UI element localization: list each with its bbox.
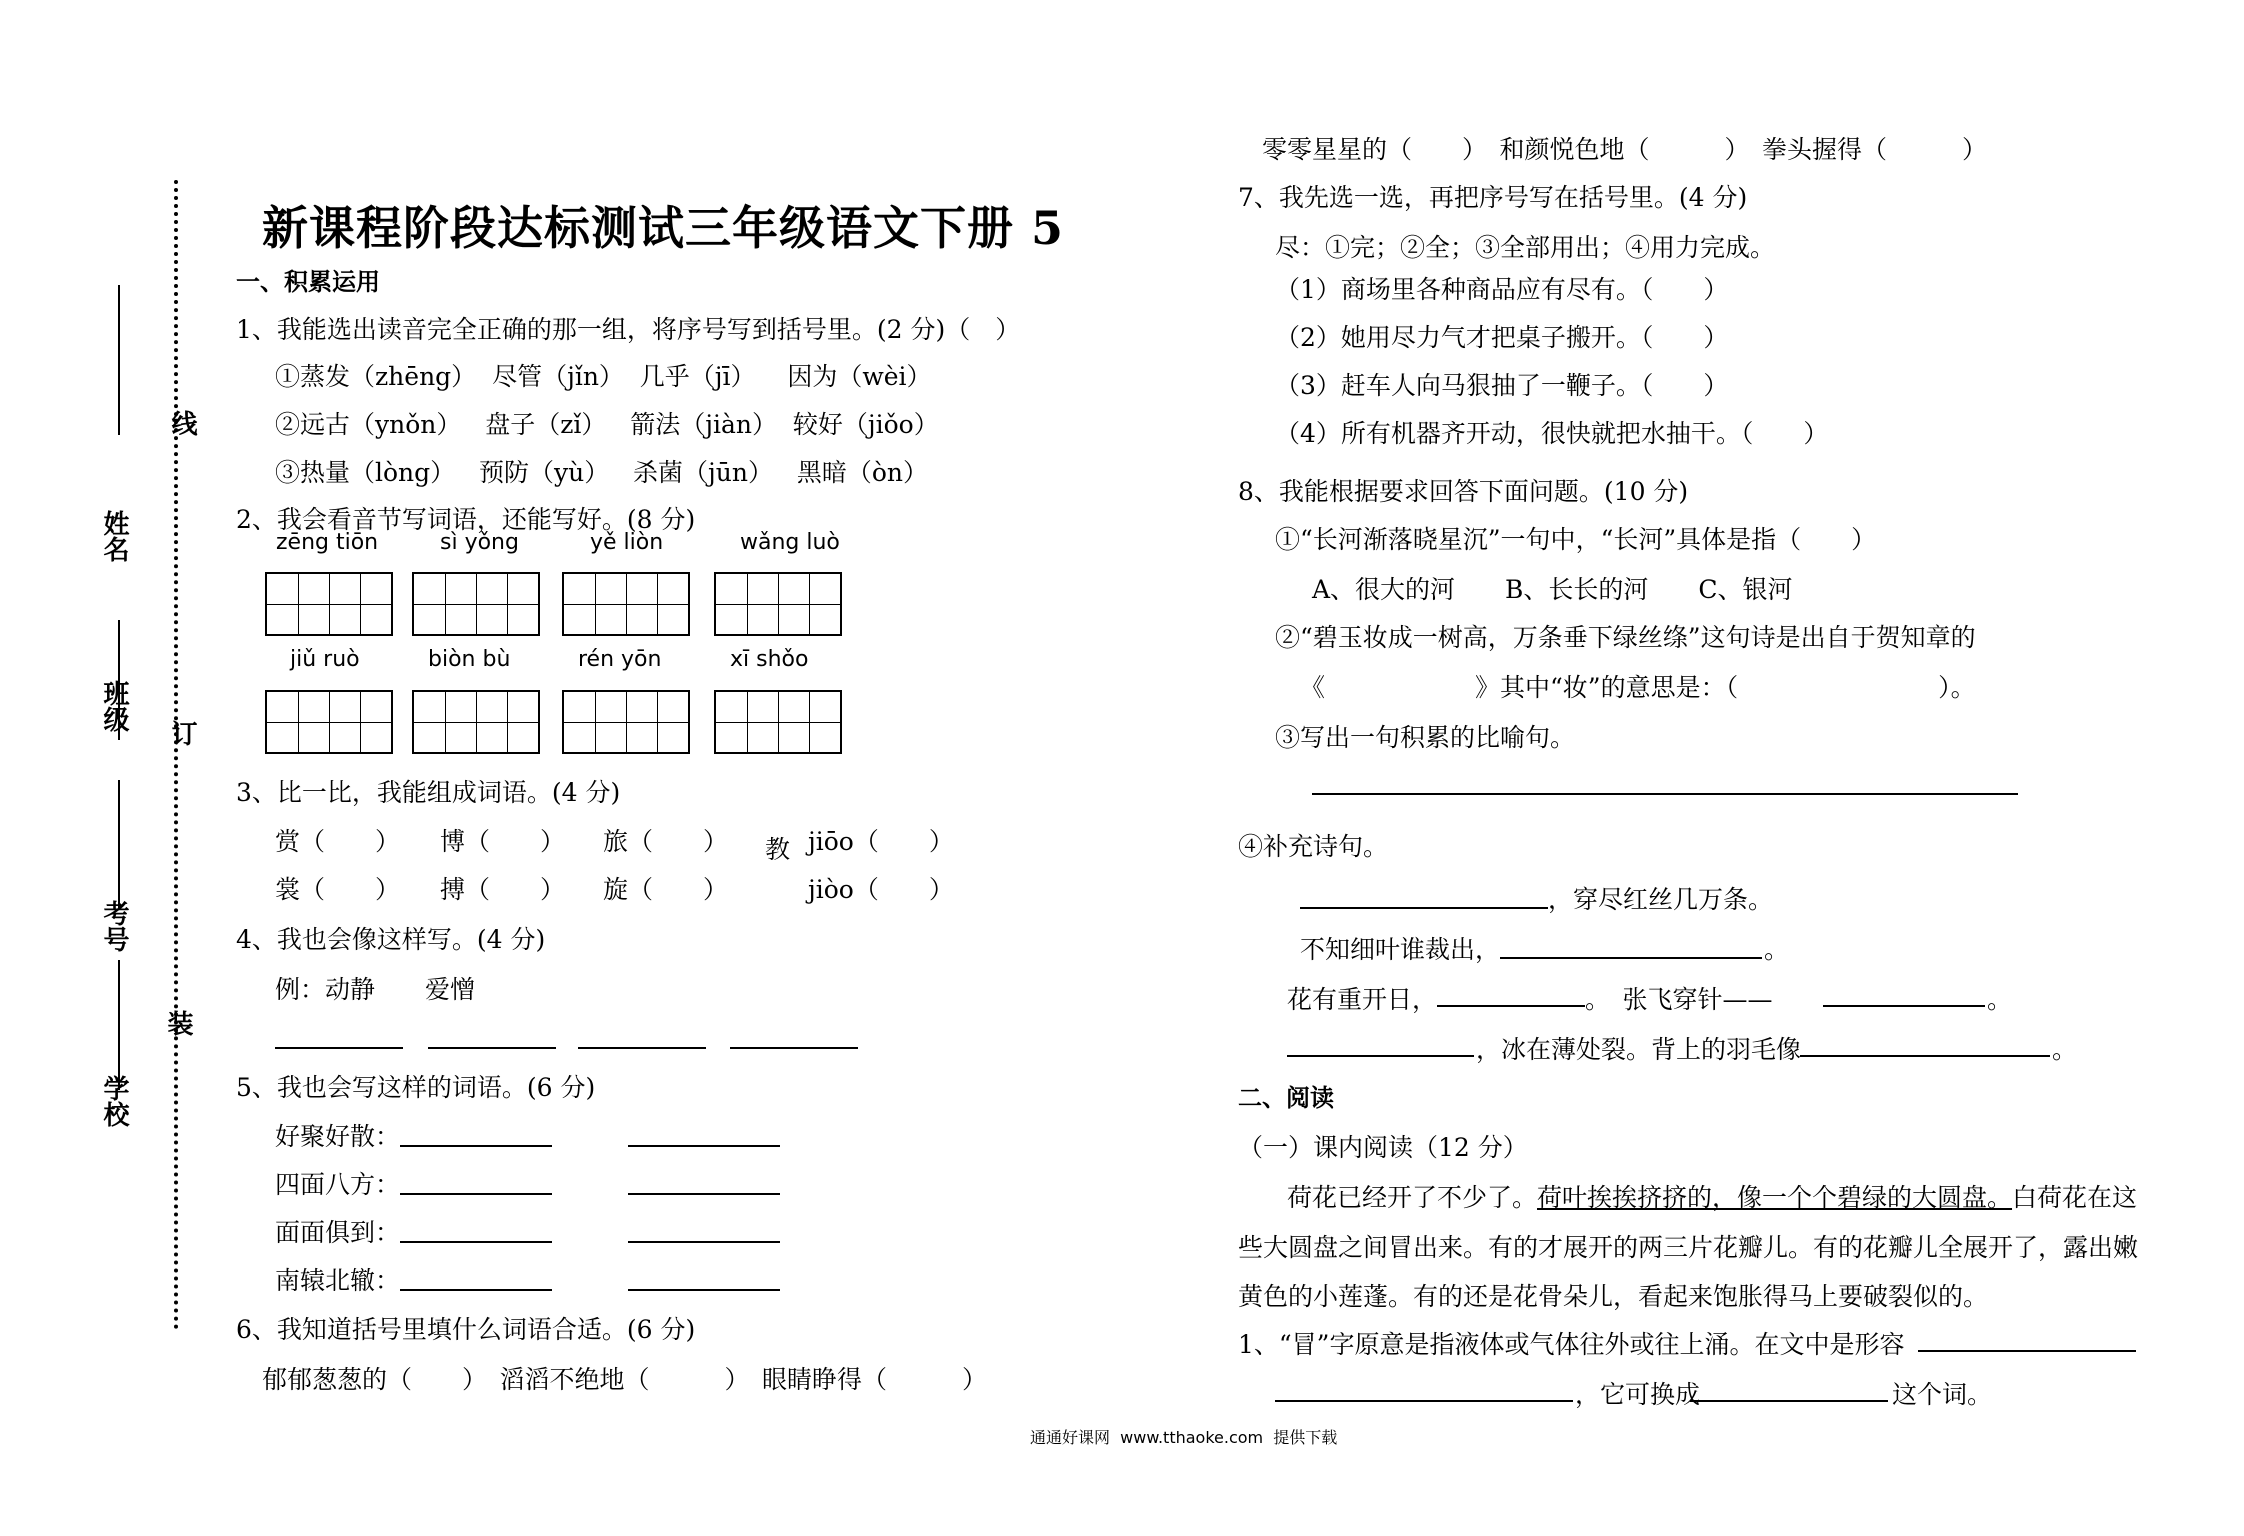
- q3-stem: 3、比一比，我能组成词语。(4 分): [236, 778, 621, 807]
- write-box[interactable]: [265, 572, 393, 636]
- q5-item: 四面八方：: [275, 1170, 401, 1199]
- q7-item: （1）商场里各种商品应有尽有。（ ）: [1275, 275, 1729, 304]
- q6-stem: 6、我知道括号里填什么词语合适。(6 分): [236, 1315, 696, 1344]
- q8-a4: ④补充诗句。: [1238, 832, 1389, 861]
- label-xingming: 姓名: [99, 510, 129, 562]
- pinyin-7: rén yōn: [578, 647, 662, 672]
- line-xingming: [118, 285, 120, 435]
- answer-line[interactable]: [1437, 1005, 1585, 1007]
- q1-stem: 1、我能选出读音完全正确的那一组，将序号写到括号里。(2 分)（ ）: [236, 315, 1021, 344]
- answer-line[interactable]: [400, 1193, 552, 1195]
- q5-stem: 5、我也会写这样的词语。(6 分): [236, 1073, 596, 1102]
- q3-item: 旅（ ）: [603, 827, 729, 856]
- poem-dot: 。: [1987, 985, 2013, 1014]
- q7-item: （2）她用尽力气才把桌子搬开。（ ）: [1275, 323, 1729, 352]
- q1-row1: ①蒸发（zhēng） 尽管（jǐn） 几乎（jī） 因为（wèi）: [275, 362, 932, 391]
- answer-line[interactable]: [628, 1289, 780, 1291]
- passage-line-2: 些大圆盘之间冒出来。有的才展开的两三片花瓣儿。有的花瓣儿全展开了，露出嫩: [1238, 1233, 2139, 1262]
- label-xian: 线: [167, 410, 197, 436]
- q3-item: 旋（ ）: [603, 875, 729, 904]
- pinyin-2: sì yǒng: [440, 530, 519, 555]
- q4-stem: 4、我也会像这样写。(4 分): [236, 925, 546, 954]
- answer-line[interactable]: [1312, 793, 2018, 795]
- answer-line[interactable]: [1500, 957, 1762, 959]
- answer-line[interactable]: [275, 1047, 403, 1049]
- q5-item: 南辕北辙：: [275, 1266, 401, 1295]
- answer-line[interactable]: [1300, 907, 1548, 909]
- answer-line[interactable]: [400, 1145, 552, 1147]
- pinyin-6: biòn bù: [428, 647, 511, 672]
- section-1-heading: 一、积累运用: [236, 268, 380, 296]
- answer-line[interactable]: [1823, 1005, 1985, 1007]
- answer-line[interactable]: [578, 1047, 706, 1049]
- q4-example: 例：动静 爱憎: [275, 975, 476, 1004]
- poem-line-3a: 花有重开日，: [1287, 985, 1438, 1014]
- passage-underlined: 荷叶挨挨挤挤的，像一个个碧绿的大圆盘。: [1537, 1183, 2013, 1212]
- write-box[interactable]: [412, 572, 540, 636]
- pinyin-5: jiǔ ruò: [290, 647, 360, 672]
- answer-line[interactable]: [1690, 1400, 1888, 1402]
- pinyin-3: yě liòn: [590, 530, 664, 555]
- label-kaohao: 考号: [99, 900, 129, 952]
- q6-row2: 零零星星的（ ） 和颜悦色地（ ） 拳头握得（ ）: [1262, 135, 1988, 164]
- line-banji: [118, 620, 120, 740]
- q3-item: 赏（ ）: [275, 827, 401, 856]
- answer-line[interactable]: [628, 1145, 780, 1147]
- write-box[interactable]: [265, 690, 393, 754]
- section-2-heading: 二、阅读: [1238, 1084, 1334, 1112]
- page-title: 新课程阶段达标测试三年级语文下册 5: [262, 201, 1065, 255]
- write-box[interactable]: [714, 572, 842, 636]
- q2-stem: 2、我会看音节写词语，还能写好。(8 分): [236, 505, 696, 534]
- q8-a2: ②“碧玉妆成一树高，万条垂下绿丝绦”这句诗是出自于贺知章的: [1275, 623, 1976, 652]
- label-banji: 班级: [99, 680, 129, 732]
- q3-item: jiòo（ ）: [808, 875, 954, 904]
- reading-q1c: 这个词。: [1892, 1380, 1993, 1409]
- passage-line-3: 黄色的小莲蓬。有的还是花骨朵儿，看起来饱胀得马上要破裂似的。: [1238, 1282, 1989, 1311]
- q8-a3: ③写出一句积累的比喻句。: [1275, 723, 1576, 752]
- reading-q1b: ，它可换成: [1575, 1380, 1701, 1409]
- write-box[interactable]: [562, 572, 690, 636]
- footer: 通通好课网 www.tthaoke.com 提供下载: [1030, 1428, 1338, 1447]
- q1-row3: ③热量（lòng） 预防（yù） 杀菌（jūn） 黑暗（òn）: [275, 458, 929, 487]
- answer-line[interactable]: [628, 1193, 780, 1195]
- reading-q1: 1、“冒”字原意是指液体或气体往外或往上涌。在文中是形容: [1238, 1330, 1905, 1359]
- write-box[interactable]: [562, 690, 690, 754]
- passage-text: 荷花已经开了不少了。: [1287, 1183, 1538, 1212]
- q7-item: （3）赶车人向马狠抽了一鞭子。（ ）: [1275, 371, 1729, 400]
- binding-dotted-line: [174, 180, 178, 1330]
- answer-line[interactable]: [628, 1241, 780, 1243]
- answer-line[interactable]: [1800, 1055, 2050, 1057]
- q5-item: 面面俱到：: [275, 1218, 401, 1247]
- label-xuexiao: 学校: [99, 1075, 129, 1127]
- q8-a1: ①“长河渐落晓星沉”一句中，“长河”具体是指（ ）: [1275, 525, 1877, 554]
- passage-line-1: [1287, 1178, 2137, 1214]
- answer-line[interactable]: [428, 1047, 556, 1049]
- q3-jiao-char: 教: [765, 835, 791, 864]
- answer-line[interactable]: [400, 1241, 552, 1243]
- q7-item: （4）所有机器齐开动，很快就把水抽干。（ ）: [1275, 419, 1829, 448]
- answer-line[interactable]: [1287, 1055, 1474, 1057]
- q3-item: 裳（ ）: [275, 875, 401, 904]
- q3-item: 博（ ）: [440, 827, 566, 856]
- write-box[interactable]: [412, 690, 540, 754]
- q8-stem: 8、我能根据要求回答下面问题。(10 分): [1238, 477, 1689, 506]
- pinyin-1: zēng tiōn: [276, 530, 379, 555]
- answer-line[interactable]: [1275, 1400, 1573, 1402]
- q6-row1: 郁郁葱葱的（ ） 滔滔不绝地（ ） 眼睛睁得（ ）: [262, 1365, 988, 1394]
- label-ding: 订: [167, 720, 197, 746]
- poem-dot: 。: [1764, 935, 1790, 964]
- answer-line[interactable]: [400, 1289, 552, 1291]
- poem-line-4: ，冰在薄处裂。背上的羽毛像: [1476, 1035, 1802, 1064]
- q3-item: 搏（ ）: [440, 875, 566, 904]
- pinyin-4: wǎng luò: [740, 530, 840, 555]
- poem-line-3b: 。 张飞穿针——: [1585, 985, 1773, 1014]
- q8-a2b: 《 》其中“妆”的意思是：（ ）。: [1300, 673, 1976, 702]
- write-box[interactable]: [714, 690, 842, 754]
- q3-item: jiōo（ ）: [808, 827, 954, 856]
- q5-item: 好聚好散：: [275, 1122, 401, 1151]
- poem-line-2: 不知细叶谁裁出，: [1300, 935, 1501, 964]
- q7-stem: 7、我先选一选，再把序号写在括号里。(4 分): [1238, 183, 1748, 212]
- poem-dot: 。: [2052, 1035, 2078, 1064]
- line-xuexiao: [118, 960, 120, 1090]
- q8-a1-options: A、很大的河 B、长长的河 C、银河: [1312, 575, 1793, 604]
- answer-line[interactable]: [730, 1047, 858, 1049]
- poem-line-1: ，穿尽红丝几万条。: [1548, 885, 1774, 914]
- pinyin-8: xī shǒo: [730, 647, 809, 672]
- answer-line[interactable]: [1918, 1350, 2136, 1352]
- q7-options: 尽：①完；②全；③全部用出；④用力完成。: [1275, 233, 1776, 262]
- reading-subheading: （一）课内阅读（12 分）: [1238, 1133, 1528, 1162]
- line-kaohao: [118, 780, 120, 910]
- label-zhuang: 装: [163, 1010, 193, 1036]
- passage-text: 白荷花在这: [2012, 1183, 2138, 1212]
- q1-row2: ②远古（ynǒn） 盘子（zǐ） 箭法（jiàn） 较好（jiǒo）: [275, 410, 939, 439]
